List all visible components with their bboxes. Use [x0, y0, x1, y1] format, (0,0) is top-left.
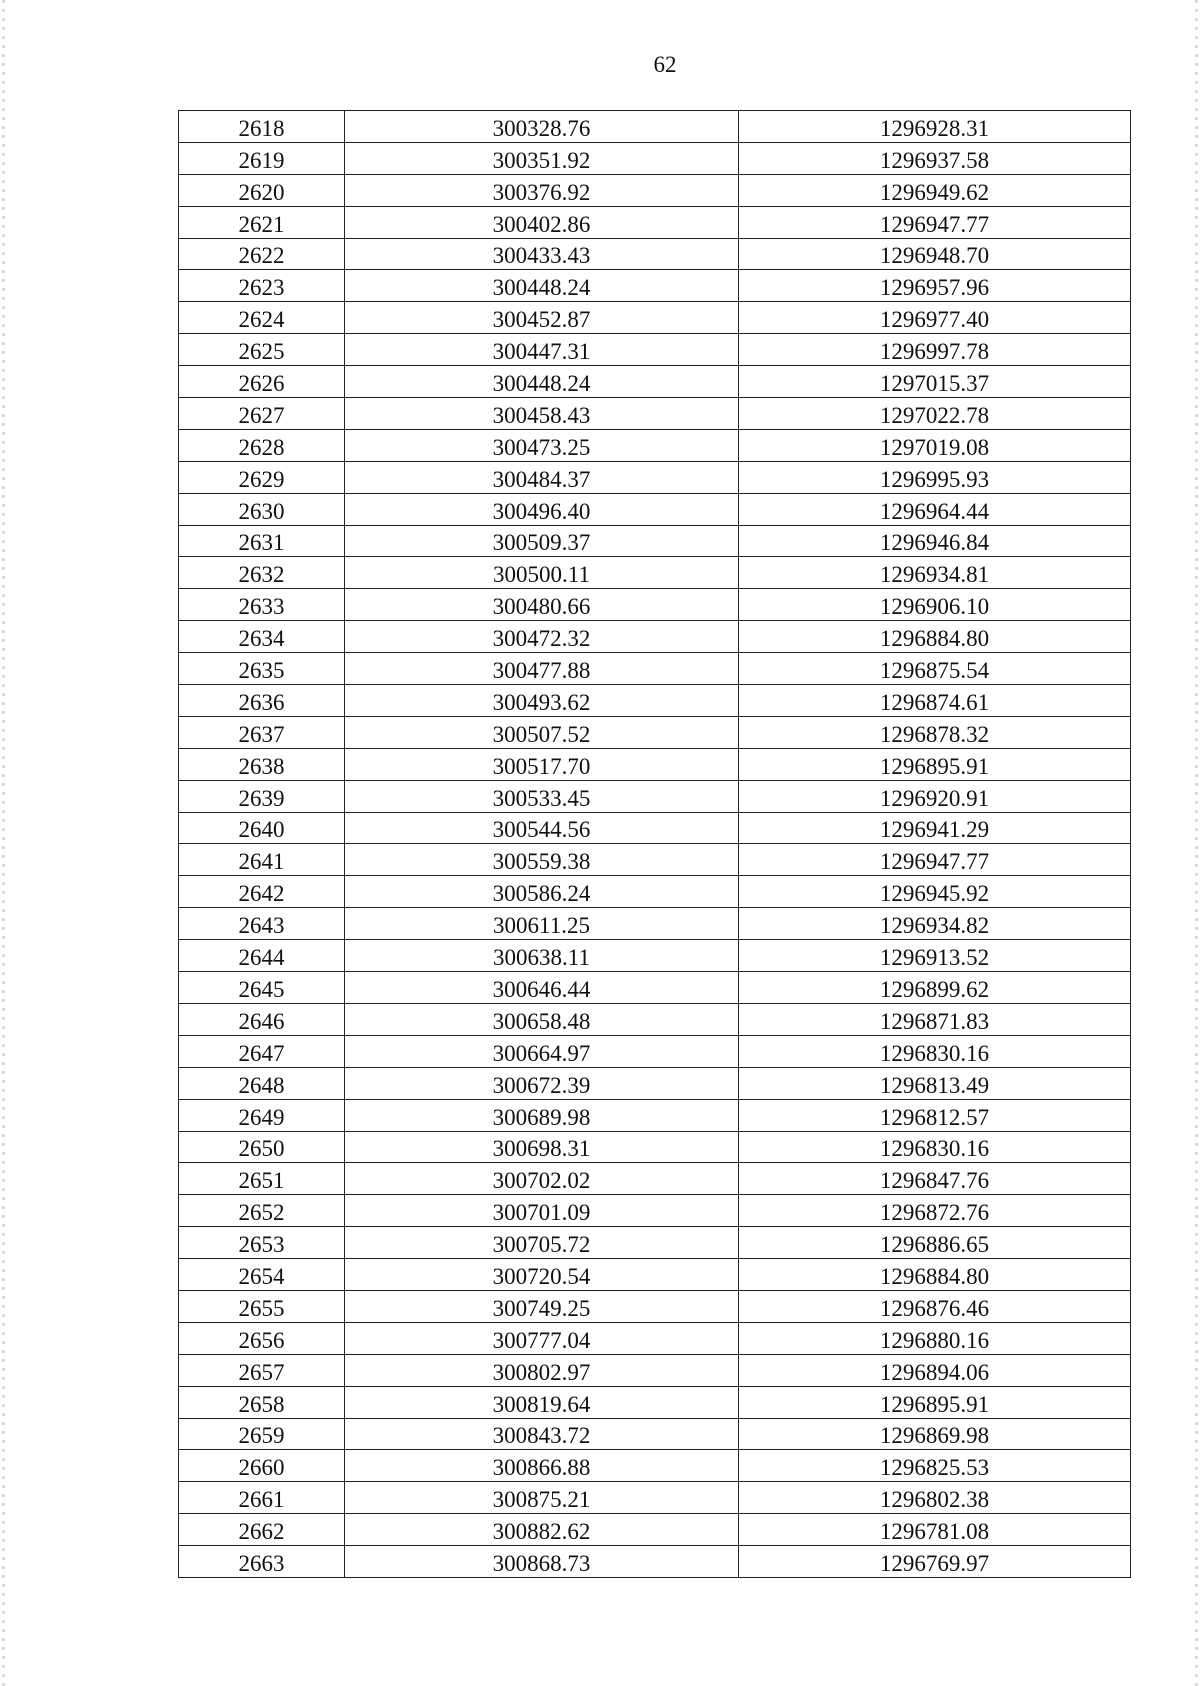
- y-coordinate-cell: 1296945.92: [739, 876, 1131, 908]
- point-number-cell: 2660: [179, 1450, 345, 1482]
- table-row: [179, 1195, 1131, 1227]
- y-coordinate-cell: 1296825.53: [739, 1450, 1131, 1482]
- table-row: [179, 493, 1131, 525]
- y-coordinate-cell: 1296895.91: [739, 1386, 1131, 1418]
- table-row: [179, 1131, 1131, 1163]
- table-row: [179, 940, 1131, 972]
- point-number-cell: 2648: [179, 1067, 345, 1099]
- point-number-cell: 2653: [179, 1227, 345, 1259]
- y-coordinate-cell: 1297022.78: [739, 398, 1131, 430]
- y-coordinate-cell: 1296886.65: [739, 1227, 1131, 1259]
- y-coordinate-cell: 1296813.49: [739, 1067, 1131, 1099]
- point-number-cell: 2654: [179, 1259, 345, 1291]
- y-coordinate-cell: 1296946.84: [739, 525, 1131, 557]
- point-number-cell: 2662: [179, 1514, 345, 1546]
- x-coordinate-cell: 300777.04: [345, 1322, 739, 1354]
- table-row: [179, 398, 1131, 430]
- table-row: [179, 876, 1131, 908]
- point-number-cell: 2663: [179, 1546, 345, 1578]
- table-row: [179, 589, 1131, 621]
- scan-edge-right: [1195, 0, 1198, 1686]
- point-number-cell: 2629: [179, 461, 345, 493]
- table-row: [179, 1546, 1131, 1578]
- point-number-cell: 2630: [179, 493, 345, 525]
- point-number-cell: 2636: [179, 685, 345, 717]
- point-number-cell: 2661: [179, 1482, 345, 1514]
- table-row: [179, 621, 1131, 653]
- point-number-cell: 2651: [179, 1163, 345, 1195]
- y-coordinate-cell: 1296802.38: [739, 1482, 1131, 1514]
- y-coordinate-cell: 1296812.57: [739, 1099, 1131, 1131]
- x-coordinate-cell: 300611.25: [345, 908, 739, 940]
- table-row: [179, 972, 1131, 1004]
- table-row: [179, 270, 1131, 302]
- x-coordinate-cell: 300376.92: [345, 174, 739, 206]
- table-row: [179, 429, 1131, 461]
- table-row: [179, 1354, 1131, 1386]
- point-number-cell: 2623: [179, 270, 345, 302]
- table-row: [179, 525, 1131, 557]
- x-coordinate-cell: 300433.43: [345, 238, 739, 270]
- x-coordinate-cell: 300701.09: [345, 1195, 739, 1227]
- table-row: [179, 238, 1131, 270]
- coordinate-table: [178, 110, 1131, 1578]
- table-row: [179, 366, 1131, 398]
- table-row: [179, 557, 1131, 589]
- table-row: [179, 1514, 1131, 1546]
- x-coordinate-cell: 300638.11: [345, 940, 739, 972]
- point-number-cell: 2655: [179, 1290, 345, 1322]
- y-coordinate-cell: 1296937.58: [739, 142, 1131, 174]
- point-number-cell: 2620: [179, 174, 345, 206]
- table-row: [179, 716, 1131, 748]
- table-row: [179, 206, 1131, 238]
- y-coordinate-cell: 1296949.62: [739, 174, 1131, 206]
- y-coordinate-cell: 1296899.62: [739, 972, 1131, 1004]
- x-coordinate-cell: 300802.97: [345, 1354, 739, 1386]
- x-coordinate-cell: 300477.88: [345, 653, 739, 685]
- table-row: [179, 174, 1131, 206]
- point-number-cell: 2659: [179, 1418, 345, 1450]
- point-number-cell: 2658: [179, 1386, 345, 1418]
- y-coordinate-cell: 1296874.61: [739, 685, 1131, 717]
- coordinate-table-body: [179, 111, 1131, 1578]
- y-coordinate-cell: 1296869.98: [739, 1418, 1131, 1450]
- point-number-cell: 2634: [179, 621, 345, 653]
- x-coordinate-cell: 300586.24: [345, 876, 739, 908]
- point-number-cell: 2650: [179, 1131, 345, 1163]
- page-number: 62: [653, 52, 677, 77]
- x-coordinate-cell: 300749.25: [345, 1290, 739, 1322]
- table-row: [179, 844, 1131, 876]
- table-row: [179, 1035, 1131, 1067]
- x-coordinate-cell: 300472.32: [345, 621, 739, 653]
- point-number-cell: 2621: [179, 206, 345, 238]
- x-coordinate-cell: 300448.24: [345, 366, 739, 398]
- x-coordinate-cell: 300517.70: [345, 748, 739, 780]
- point-number-cell: 2618: [179, 111, 345, 143]
- x-coordinate-cell: 300493.62: [345, 685, 739, 717]
- y-coordinate-cell: 1296920.91: [739, 780, 1131, 812]
- x-coordinate-cell: 300559.38: [345, 844, 739, 876]
- x-coordinate-cell: 300646.44: [345, 972, 739, 1004]
- x-coordinate-cell: 300507.52: [345, 716, 739, 748]
- y-coordinate-cell: 1296947.77: [739, 206, 1131, 238]
- point-number-cell: 2646: [179, 1003, 345, 1035]
- table-row: [179, 1099, 1131, 1131]
- table-row: [179, 1322, 1131, 1354]
- table-row: [179, 1067, 1131, 1099]
- y-coordinate-cell: 1296876.46: [739, 1290, 1131, 1322]
- y-coordinate-cell: 1296964.44: [739, 493, 1131, 525]
- point-number-cell: 2631: [179, 525, 345, 557]
- point-number-cell: 2640: [179, 812, 345, 844]
- x-coordinate-cell: 300473.25: [345, 429, 739, 461]
- y-coordinate-cell: 1296884.80: [739, 1259, 1131, 1291]
- x-coordinate-cell: 300328.76: [345, 111, 739, 143]
- point-number-cell: 2622: [179, 238, 345, 270]
- x-coordinate-cell: 300500.11: [345, 557, 739, 589]
- x-coordinate-cell: 300866.88: [345, 1450, 739, 1482]
- table-row: [179, 1450, 1131, 1482]
- y-coordinate-cell: 1296948.70: [739, 238, 1131, 270]
- point-number-cell: 2652: [179, 1195, 345, 1227]
- table-row: [179, 302, 1131, 334]
- table-row: [179, 908, 1131, 940]
- x-coordinate-cell: 300509.37: [345, 525, 739, 557]
- x-coordinate-cell: 300698.31: [345, 1131, 739, 1163]
- point-number-cell: 2633: [179, 589, 345, 621]
- x-coordinate-cell: 300533.45: [345, 780, 739, 812]
- point-number-cell: 2619: [179, 142, 345, 174]
- y-coordinate-cell: 1296884.80: [739, 621, 1131, 653]
- point-number-cell: 2626: [179, 366, 345, 398]
- x-coordinate-cell: 300705.72: [345, 1227, 739, 1259]
- y-coordinate-cell: 1296928.31: [739, 111, 1131, 143]
- y-coordinate-cell: 1296934.82: [739, 908, 1131, 940]
- y-coordinate-cell: 1296878.32: [739, 716, 1131, 748]
- y-coordinate-cell: 1296781.08: [739, 1514, 1131, 1546]
- x-coordinate-cell: 300351.92: [345, 142, 739, 174]
- point-number-cell: 2627: [179, 398, 345, 430]
- x-coordinate-cell: 300458.43: [345, 398, 739, 430]
- y-coordinate-cell: 1296995.93: [739, 461, 1131, 493]
- x-coordinate-cell: 300484.37: [345, 461, 739, 493]
- x-coordinate-cell: 300447.31: [345, 334, 739, 366]
- y-coordinate-cell: 1296941.29: [739, 812, 1131, 844]
- point-number-cell: 2644: [179, 940, 345, 972]
- point-number-cell: 2641: [179, 844, 345, 876]
- y-coordinate-cell: 1296957.96: [739, 270, 1131, 302]
- y-coordinate-cell: 1296875.54: [739, 653, 1131, 685]
- y-coordinate-cell: 1296830.16: [739, 1035, 1131, 1067]
- y-coordinate-cell: 1296830.16: [739, 1131, 1131, 1163]
- y-coordinate-cell: 1296847.76: [739, 1163, 1131, 1195]
- table-row: [179, 1003, 1131, 1035]
- table-row: [179, 1259, 1131, 1291]
- table-row: [179, 780, 1131, 812]
- y-coordinate-cell: 1296769.97: [739, 1546, 1131, 1578]
- x-coordinate-cell: 300448.24: [345, 270, 739, 302]
- x-coordinate-cell: 300664.97: [345, 1035, 739, 1067]
- y-coordinate-cell: 1296872.76: [739, 1195, 1131, 1227]
- y-coordinate-cell: 1297015.37: [739, 366, 1131, 398]
- y-coordinate-cell: 1296895.91: [739, 748, 1131, 780]
- point-number-cell: 2645: [179, 972, 345, 1004]
- y-coordinate-cell: 1296880.16: [739, 1322, 1131, 1354]
- y-coordinate-cell: 1296906.10: [739, 589, 1131, 621]
- table-row: [179, 334, 1131, 366]
- table-row: [179, 1482, 1131, 1514]
- point-number-cell: 2647: [179, 1035, 345, 1067]
- table-row: [179, 685, 1131, 717]
- y-coordinate-cell: 1296913.52: [739, 940, 1131, 972]
- point-number-cell: 2657: [179, 1354, 345, 1386]
- table-row: [179, 1386, 1131, 1418]
- table-row: [179, 1290, 1131, 1322]
- table-row: [179, 111, 1131, 143]
- y-coordinate-cell: 1296934.81: [739, 557, 1131, 589]
- y-coordinate-cell: 1296997.78: [739, 334, 1131, 366]
- x-coordinate-cell: 300868.73: [345, 1546, 739, 1578]
- point-number-cell: 2643: [179, 908, 345, 940]
- table-row: [179, 1227, 1131, 1259]
- x-coordinate-cell: 300496.40: [345, 493, 739, 525]
- point-number-cell: 2638: [179, 748, 345, 780]
- table-row: [179, 142, 1131, 174]
- x-coordinate-cell: 300402.86: [345, 206, 739, 238]
- point-number-cell: 2642: [179, 876, 345, 908]
- x-coordinate-cell: 300544.56: [345, 812, 739, 844]
- x-coordinate-cell: 300702.02: [345, 1163, 739, 1195]
- point-number-cell: 2632: [179, 557, 345, 589]
- point-number-cell: 2635: [179, 653, 345, 685]
- y-coordinate-cell: 1296894.06: [739, 1354, 1131, 1386]
- x-coordinate-cell: 300720.54: [345, 1259, 739, 1291]
- y-coordinate-cell: 1296977.40: [739, 302, 1131, 334]
- x-coordinate-cell: 300819.64: [345, 1386, 739, 1418]
- x-coordinate-cell: 300843.72: [345, 1418, 739, 1450]
- x-coordinate-cell: 300689.98: [345, 1099, 739, 1131]
- table-row: [179, 1418, 1131, 1450]
- x-coordinate-cell: 300672.39: [345, 1067, 739, 1099]
- table-row: [179, 461, 1131, 493]
- table-row: [179, 812, 1131, 844]
- point-number-cell: 2628: [179, 429, 345, 461]
- table-row: [179, 653, 1131, 685]
- y-coordinate-cell: 1297019.08: [739, 429, 1131, 461]
- point-number-cell: 2625: [179, 334, 345, 366]
- x-coordinate-cell: 300480.66: [345, 589, 739, 621]
- y-coordinate-cell: 1296947.77: [739, 844, 1131, 876]
- table-row: [179, 748, 1131, 780]
- point-number-cell: 2656: [179, 1322, 345, 1354]
- point-number-cell: 2637: [179, 716, 345, 748]
- x-coordinate-cell: 300658.48: [345, 1003, 739, 1035]
- point-number-cell: 2624: [179, 302, 345, 334]
- x-coordinate-cell: 300875.21: [345, 1482, 739, 1514]
- x-coordinate-cell: 300882.62: [345, 1514, 739, 1546]
- y-coordinate-cell: 1296871.83: [739, 1003, 1131, 1035]
- table-row: [179, 1163, 1131, 1195]
- scan-edge-left: [2, 0, 5, 1686]
- point-number-cell: 2639: [179, 780, 345, 812]
- x-coordinate-cell: 300452.87: [345, 302, 739, 334]
- point-number-cell: 2649: [179, 1099, 345, 1131]
